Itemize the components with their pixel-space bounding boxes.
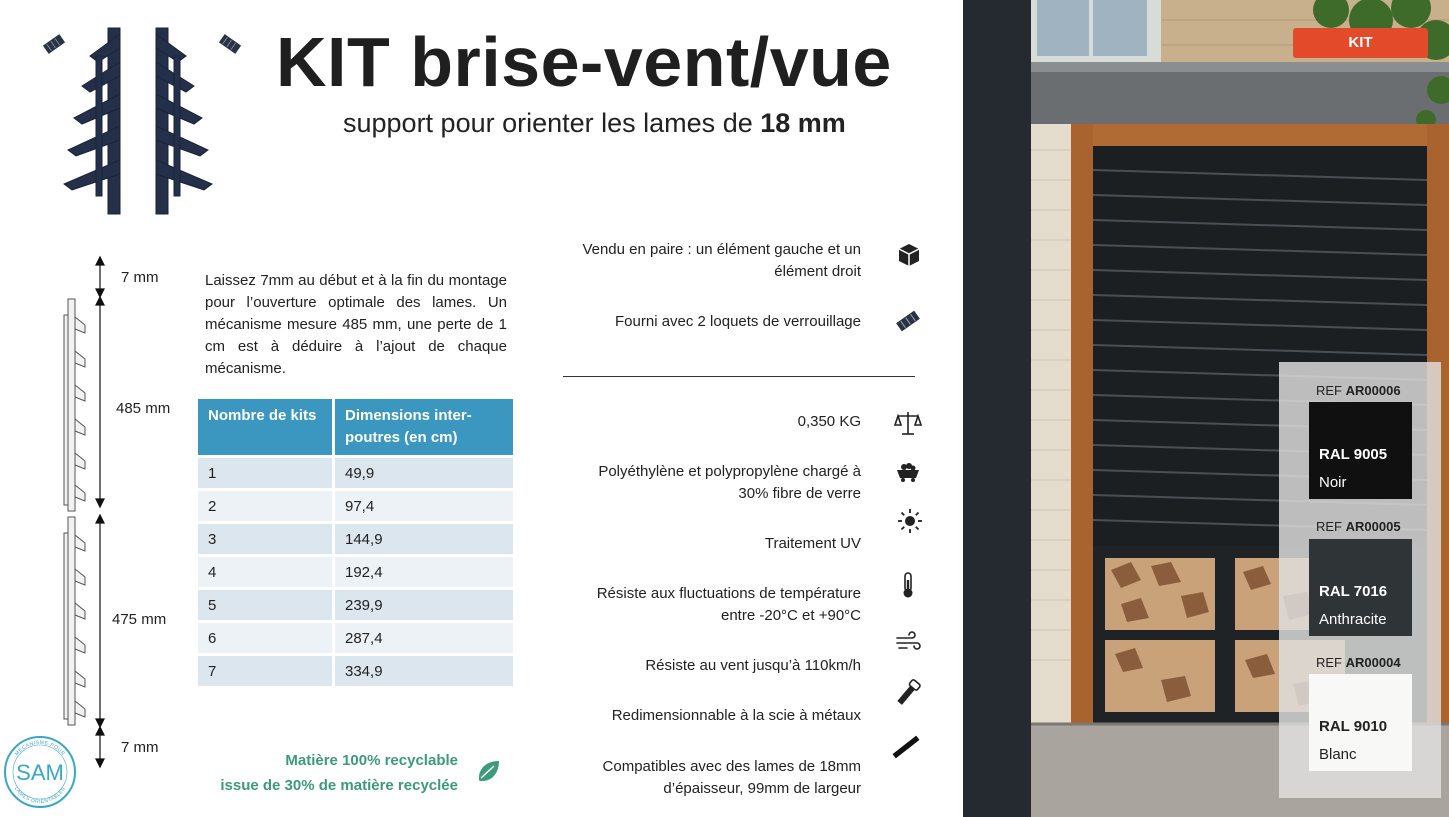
latch-left-icon [43,34,65,54]
product-bracket-illustration [40,22,245,222]
intro-paragraph: Laissez 7mm au début et à la fin du montage pour l’ouverture optimale des lames. Un mécanisme mesure 485 mm, une perte de 1 cm est à déduire à l’ajout de chaque mécanisme. [205,272,507,377]
logo-text: SAM [16,760,64,785]
sam-logo [2,734,78,810]
features-divider [563,376,915,377]
swatch-ref-1: REF AR00006 [1316,383,1401,398]
table-cell-dimension: 287,4 [335,623,513,653]
thermometer-icon [893,570,923,600]
logo-ring-top: MÉCANISME POUR [14,739,66,757]
recycle-line-1: Matière 100% recyclable [285,752,458,769]
table-cell-dimension: 239,9 [335,590,513,620]
table-row [198,590,513,620]
table-cell-dimension: 49,9 [335,458,513,488]
subtitle-thickness: 18 mm [760,108,846,138]
kit-dimensions-table [198,396,513,689]
table-row [198,623,513,653]
scale-icon [893,408,923,438]
table-cell-kits: 3 [198,524,335,554]
table-row [198,524,513,554]
table-cell-dimension: 144,9 [335,524,513,554]
dimension-lower-section: 475 mm [112,611,167,628]
feature-poids: 0,350 KG [797,413,861,430]
leaf-icon [474,757,502,785]
recycle-line-2: issue de 30% de matière recyclée [220,777,458,794]
swatch-ref-3: REF AR00004 [1316,655,1401,670]
swatch-color-name: Anthracite [1319,611,1387,628]
table-header-dimensions: Dimensions inter-poutres (en cm) [335,399,513,455]
sun-icon [895,506,925,536]
slat-icon [891,732,921,762]
swatch-noir [1309,402,1412,499]
feature-scie: Redimensionnable à la scie à métaux [611,707,861,724]
table-cell-kits: 1 [198,458,335,488]
dark-side-band [963,0,1031,817]
table-cell-dimension: 97,4 [335,491,513,521]
box-icon [894,240,924,270]
feature-loquets: Fourni avec 2 loquets de verrouillage [615,313,861,330]
swatch-ral-code: RAL 9010 [1319,718,1388,735]
swatch-ral-code: RAL 7016 [1319,583,1388,600]
dimension-top-gap: 7 mm [121,269,159,286]
table-cell-dimension: 192,4 [335,557,513,587]
saw-icon [893,678,923,708]
table-row [198,656,513,686]
swatch-ref-2: REF AR00005 [1316,519,1401,534]
table-cell-kits: 4 [198,557,335,587]
dimension-bottom-gap: 7 mm [121,739,159,756]
table-header-kits: Nombre de kits [198,399,335,455]
table-cell-kits: 2 [198,491,335,521]
feature-lames: Compatibles avec des lames de 18mm d’épaisseur, 99mm de largeur [602,758,861,797]
table-header-row [198,399,513,455]
kit-badge: KIT [1293,28,1428,58]
minecart-icon [893,455,923,485]
table-row [198,458,513,488]
page-title: KIT brise-vent/vue [276,23,892,101]
table-cell-dimension: 334,9 [335,656,513,686]
table-cell-kits: 7 [198,656,335,686]
wind-icon [893,627,923,657]
feature-vent: Résiste au vent jusqu’à 110km/h [645,657,861,674]
feature-uv: Traitement UV [764,535,861,552]
table-cell-kits: 6 [198,623,335,653]
feature-temperature: Résiste aux fluctuations de température entre -20°C et +90°C [596,585,861,624]
feature-paire: Vendu en paire : un élément gauche et un élément droit [582,241,861,280]
table-row [198,557,513,587]
feature-matiere: Polyéthylène et polypropylène chargé à 30% fibre de verre [598,463,861,502]
page-subtitle: support pour orienter les lames de 18 mm [343,108,846,138]
swatch-anthracite [1309,539,1412,636]
table-row [198,491,513,521]
dimension-diagram [55,255,115,775]
latch-right-icon [219,34,241,54]
latch-icon [893,306,923,336]
dimension-upper-section: 485 mm [116,400,171,417]
swatch-blanc [1309,674,1412,771]
swatch-color-name: Blanc [1319,746,1357,763]
swatch-ral-code: RAL 9005 [1319,446,1388,463]
logo-ring-bottom: LAMES ORIENTABLES [12,785,68,806]
recycle-note [200,748,458,798]
table-cell-kits: 5 [198,590,335,620]
swatch-color-name: Noir [1319,474,1347,491]
